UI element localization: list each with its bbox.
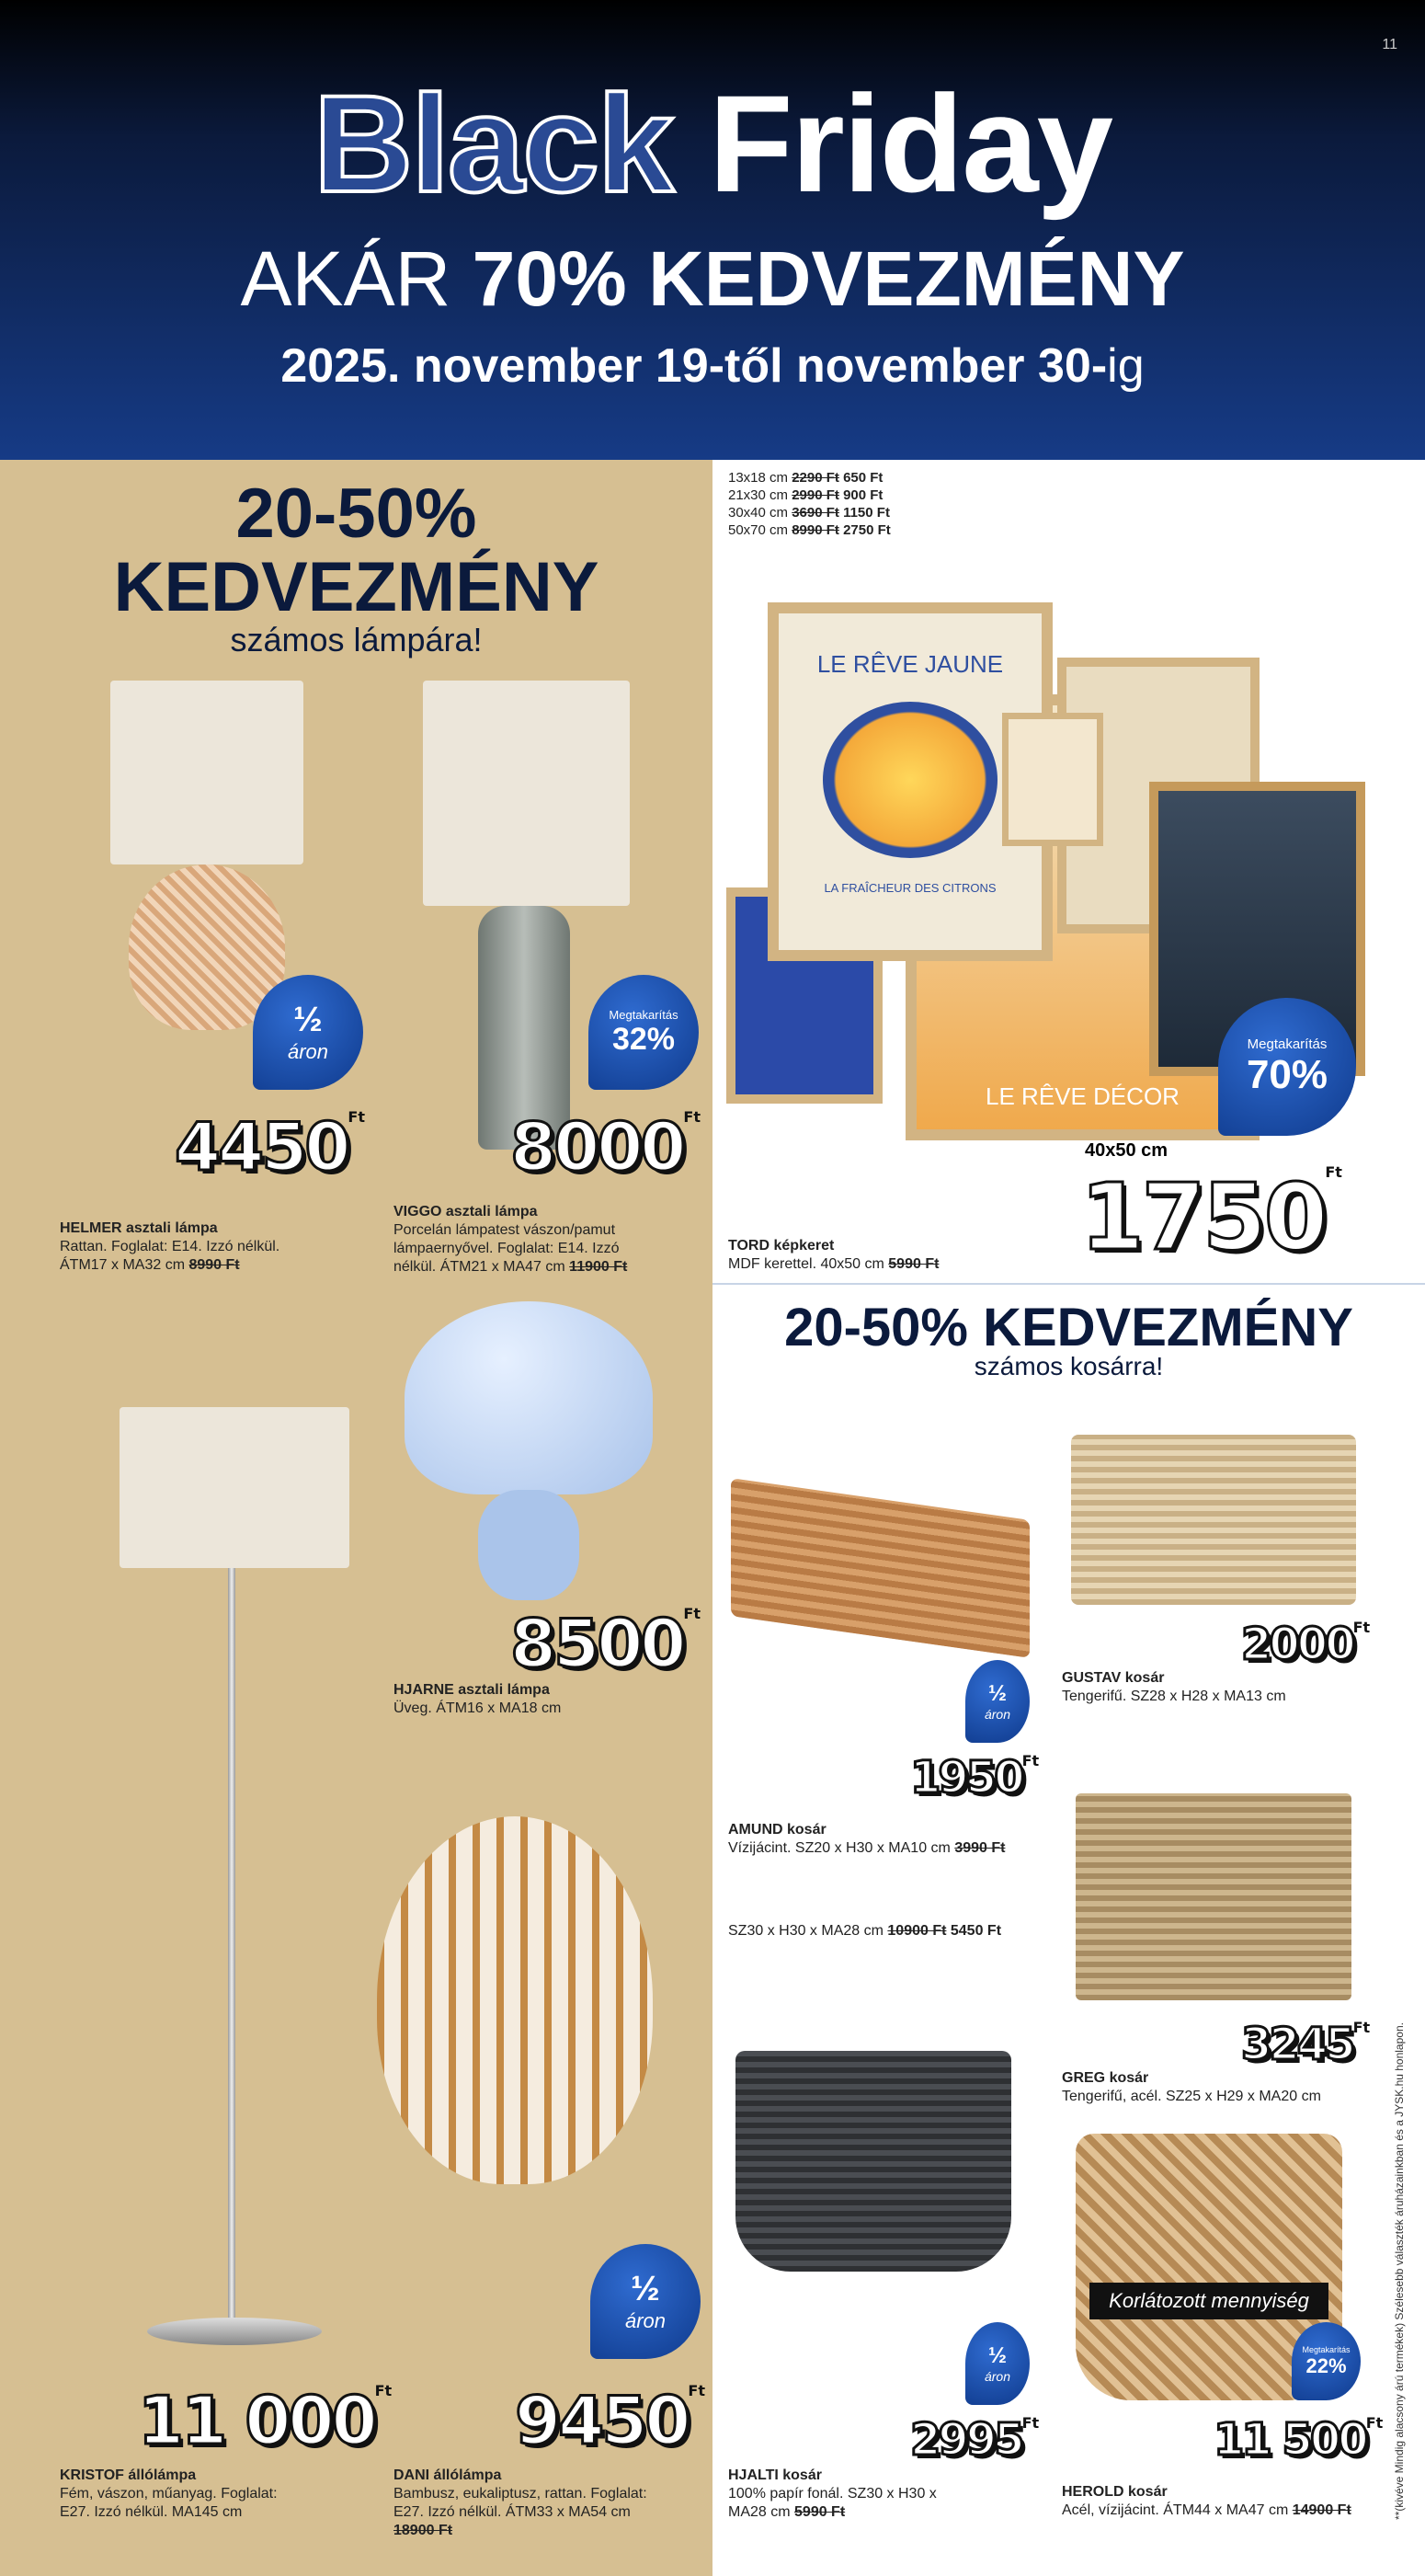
variant-new: 5450 Ft xyxy=(946,1923,1002,1939)
variant-new: 2750 Ft xyxy=(838,522,891,538)
product-desc: Acél, vízijácint. ÁTM44 x MA47 cm xyxy=(1062,2502,1293,2518)
product-name: KRISTOF xyxy=(60,2467,124,2483)
price-value: 8500 xyxy=(510,1605,684,1682)
date-bold: 2025. november 19-től november 30- xyxy=(280,339,1108,393)
old-price: 5990 Ft xyxy=(794,2504,846,2520)
half-price-badge xyxy=(965,2322,1030,2405)
poster-grapefruit xyxy=(823,702,998,858)
product-name: HJARNE xyxy=(393,1682,454,1698)
saving-badge-70 xyxy=(1218,998,1356,1136)
dani-description xyxy=(393,2467,669,2540)
date-suffix: ig xyxy=(1107,339,1145,393)
half-price-badge xyxy=(965,1660,1030,1743)
old-price: 5990 Ft xyxy=(888,1256,940,1272)
lamps-headline-percent: 20-50% xyxy=(235,475,477,553)
gustav-description xyxy=(1062,1669,1286,1706)
lamps-headline-discount: KEDVEZMÉNY xyxy=(113,548,599,626)
currency: Ft xyxy=(348,1108,365,1126)
price-value: 3245 xyxy=(1241,2019,1353,2070)
badge-saving-label: Megtakarítás xyxy=(1247,1036,1328,1052)
poster-caption: LA FRAÎCHEUR DES CITRONS xyxy=(824,881,997,895)
amund-variant xyxy=(728,1922,1001,1941)
product-type: képkeret xyxy=(770,1238,835,1254)
price-value: 1750 xyxy=(1080,1163,1326,1271)
greg-price xyxy=(1241,2019,1370,2070)
price-value: 4450 xyxy=(175,1108,348,1185)
badge-aron: áron xyxy=(984,2369,1011,2384)
product-type: kosár xyxy=(1123,2484,1168,2500)
variant-row xyxy=(728,504,891,521)
variant-row xyxy=(728,487,891,504)
variant-new: 900 Ft xyxy=(838,487,884,503)
product-type: állólámpa xyxy=(429,2467,502,2483)
product-desc: Üveg. ÁTM16 x MA18 cm xyxy=(393,1700,562,1716)
hjarne-lamp-shade xyxy=(405,1301,653,1494)
helmer-price xyxy=(175,1108,365,1185)
half-price-badge xyxy=(590,2244,701,2359)
product-name: HJALTI xyxy=(728,2467,779,2483)
discount-amount: 70% KEDVEZMÉNY xyxy=(472,235,1185,322)
dani-price xyxy=(515,2382,705,2459)
old-price: 14900 Ft xyxy=(1292,2502,1351,2518)
hjarne-lamp-base xyxy=(478,1490,579,1600)
herold-price xyxy=(1214,2414,1383,2466)
amund-description xyxy=(728,1821,1005,1858)
product-name: GUSTAV xyxy=(1062,1670,1122,1686)
variant-size: 21x30 cm xyxy=(728,487,792,503)
price-value: 9450 xyxy=(515,2382,689,2459)
viggo-description xyxy=(393,1203,660,1277)
variant-old: 10900 Ft xyxy=(887,1923,947,1939)
currency: Ft xyxy=(1325,1163,1342,1181)
discount-prefix: AKÁR xyxy=(240,235,473,322)
kristof-lamp-shade xyxy=(120,1407,349,1568)
hjarne-price xyxy=(510,1605,701,1682)
currency: Ft xyxy=(688,2382,705,2399)
hjalti-description xyxy=(728,2467,976,2522)
variant-old: 8990 Ft xyxy=(792,522,839,538)
helmer-lamp-shade xyxy=(110,681,303,864)
product-type: asztali lámpa xyxy=(441,1204,538,1219)
amund-basket xyxy=(731,1478,1030,1658)
variant-old: 2990 Ft xyxy=(792,487,839,503)
variant-size: 13x18 cm xyxy=(728,470,792,486)
greg-basket xyxy=(1076,1793,1351,2000)
variant-old: 3690 Ft xyxy=(792,505,839,521)
product-type: kosár xyxy=(782,1822,826,1838)
variant-size: 30x40 cm xyxy=(728,505,792,521)
product-name: TORD xyxy=(728,1238,770,1254)
saving-badge-22 xyxy=(1292,2322,1361,2400)
gustav-price xyxy=(1241,1619,1370,1670)
old-price: 3990 Ft xyxy=(954,1840,1006,1856)
product-desc: 100% papír fonál. SZ30 x H30 x MA28 cm xyxy=(728,2486,937,2520)
currency: Ft xyxy=(374,2382,393,2399)
footnote: **(kivéve Mindig alacsony árú termékek) Szélesebb választék áruházainkban és a JYSK.hu honlapon. xyxy=(1393,2022,1406,2520)
product-desc: Vízijácint. SZ20 x H30 x MA10 cm xyxy=(728,1840,955,1856)
product-desc: MDF kerettel. 40x50 cm xyxy=(728,1256,889,1272)
currency: Ft xyxy=(683,1108,701,1126)
old-price: 11900 Ft xyxy=(569,1259,628,1275)
badge-saving-label: Megtakarítás xyxy=(1302,2344,1351,2354)
badge-aron: áron xyxy=(624,2309,667,2332)
product-desc: Bambusz, eukaliptusz, rattan. Foglalat: E27. Izzó nélkül. ÁTM33 x MA54 cm xyxy=(393,2486,647,2520)
price-value: 1950 xyxy=(910,1752,1022,1803)
product-desc: Tengerifű. SZ28 x H28 x MA13 cm xyxy=(1062,1689,1286,1704)
herold-description xyxy=(1062,2483,1365,2520)
product-name: VIGGO xyxy=(393,1204,442,1219)
badge-percent: 70% xyxy=(1246,1051,1328,1097)
amund-price xyxy=(910,1752,1039,1803)
gustav-basket xyxy=(1071,1435,1356,1605)
baskets-headline-sub: számos kosárra! xyxy=(974,1352,1164,1380)
currency: Ft xyxy=(1021,2414,1040,2432)
hjalti-basket xyxy=(735,2051,1011,2272)
variant-size: 50x70 cm xyxy=(728,522,792,538)
product-type: állólámpa xyxy=(123,2467,197,2483)
badge-half: ½ xyxy=(631,2270,660,2308)
variant-desc: SZ30 x H30 x MA28 cm xyxy=(728,1923,888,1939)
tord-variant-list xyxy=(728,469,891,539)
product-type: kosár xyxy=(778,2467,822,2483)
product-type: kosár xyxy=(1105,2070,1149,2086)
product-name: AMUND xyxy=(728,1822,783,1838)
currency: Ft xyxy=(683,1605,701,1622)
badge-aron: áron xyxy=(984,1707,1011,1722)
product-type: asztali lámpa xyxy=(121,1220,218,1236)
saving-badge-32 xyxy=(588,975,699,1090)
lamps-headline-sub: számos lámpára! xyxy=(230,621,483,658)
product-desc: Tengerifű, acél. SZ25 x H29 x MA20 cm xyxy=(1062,2089,1321,2104)
hjarne-description xyxy=(393,1681,660,1718)
tord-description xyxy=(728,1237,939,1274)
tord-price xyxy=(1080,1163,1342,1271)
dani-lamp xyxy=(377,1816,653,2184)
product-name: HEROLD xyxy=(1062,2484,1124,2500)
greg-description xyxy=(1062,2069,1321,2106)
poster2-title: LE RÊVE DÉCOR xyxy=(986,1082,1180,1110)
currency: Ft xyxy=(1021,1752,1040,1769)
badge-half: ½ xyxy=(293,1001,323,1039)
price-value: 11 500 xyxy=(1214,2414,1366,2466)
variant-row xyxy=(728,521,891,539)
title xyxy=(0,64,1425,223)
product-type: asztali lámpa xyxy=(453,1682,550,1698)
currency: Ft xyxy=(1352,2019,1371,2036)
badge-percent: 32% xyxy=(611,1021,676,1057)
kristof-lamp-pole xyxy=(228,1568,235,2322)
half-price-badge xyxy=(253,975,363,1090)
currency: Ft xyxy=(1365,2414,1384,2432)
product-desc: Fém, vászon, műanyag. Foglalat: E27. Izzó nélkül. MA145 cm xyxy=(60,2486,278,2520)
title-black: Black xyxy=(313,66,673,221)
variant-new: 1150 Ft xyxy=(838,505,890,521)
viggo-price xyxy=(510,1108,701,1185)
header-banner xyxy=(0,0,1425,460)
kristof-price xyxy=(138,2382,392,2459)
frame-small-vase xyxy=(1002,713,1103,846)
price-value: 11 000 xyxy=(138,2382,375,2459)
product-name: GREG xyxy=(1062,2070,1106,2086)
badge-saving-label: Megtakarítás xyxy=(609,1007,678,1022)
kristof-description xyxy=(60,2467,299,2522)
date-range xyxy=(0,338,1425,394)
old-price: 8990 Ft xyxy=(188,1257,240,1273)
price-value: 2995 xyxy=(910,2414,1022,2466)
hjalti-price xyxy=(910,2414,1039,2466)
price-value: 8000 xyxy=(510,1108,684,1185)
old-price: 18900 Ft xyxy=(393,2523,453,2538)
viggo-lamp-shade xyxy=(423,681,630,906)
kristof-lamp-base xyxy=(147,2318,322,2345)
badge-half: ½ xyxy=(987,1681,1007,1706)
badge-percent: 22% xyxy=(1305,2353,1347,2377)
badge-aron: áron xyxy=(287,1040,329,1063)
product-desc: Porcelán lámpatest vászon/pamut lámpaernyővel. Foglalat: E14. Izzó nélkül. ÁTM21 x MA47 cm xyxy=(393,1222,620,1275)
variant-old: 2290 Ft xyxy=(792,470,839,486)
page-number: 11 xyxy=(1382,37,1397,52)
baskets-headline: 20-50% KEDVEZMÉNY xyxy=(784,1298,1353,1357)
discount-line xyxy=(0,235,1425,324)
badge-half: ½ xyxy=(987,2343,1007,2368)
product-name: DANI xyxy=(393,2467,430,2483)
helmer-description xyxy=(60,1219,299,1275)
product-type: kosár xyxy=(1121,1670,1165,1686)
product-name: HELMER xyxy=(60,1220,122,1236)
poster-title: LE RÊVE JAUNE xyxy=(816,650,1004,678)
variant-row xyxy=(728,469,891,487)
tord-size-label: 40x50 cm xyxy=(1085,1140,1168,1161)
limited-quantity-label: Korlátozott mennyiség xyxy=(1089,2283,1328,2319)
currency: Ft xyxy=(1352,1619,1371,1636)
product-desc: Rattan. Foglalat: E14. Izzó nélkül. ÁTM17 x MA32 cm xyxy=(60,1239,280,1273)
price-value: 2000 xyxy=(1241,1619,1353,1670)
section-divider xyxy=(712,1283,1425,1285)
title-friday: Friday xyxy=(708,66,1112,221)
variant-new: 650 Ft xyxy=(838,470,884,486)
